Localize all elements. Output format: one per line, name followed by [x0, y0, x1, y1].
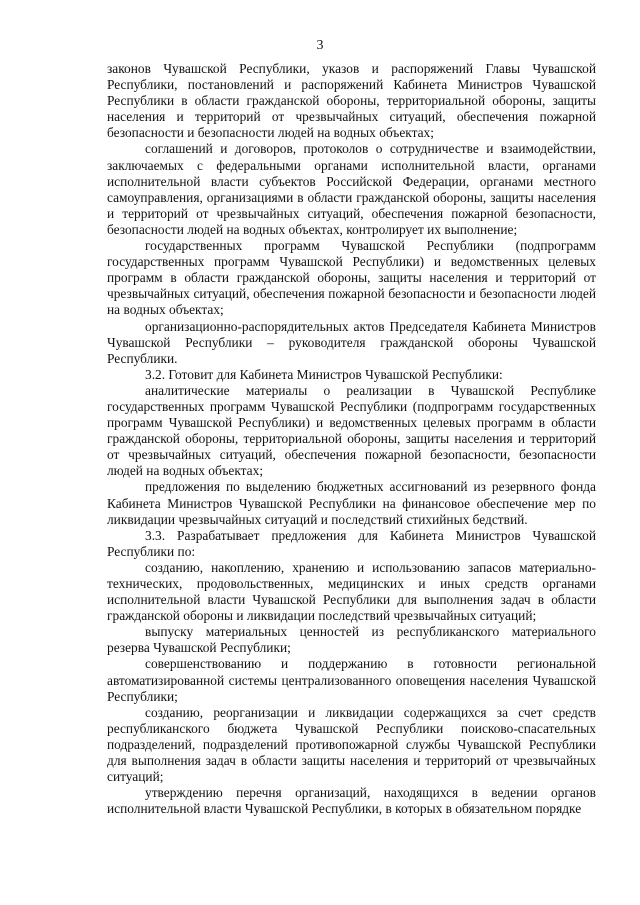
paragraph: предложения по выделению бюджетных ассигнований из резервного фонда Кабинета Министров Чувашской Республики на финансовое обеспечение мер по ликвидации чрезвычайных ситуаций и последствий стихийных бедствий. [107, 479, 596, 527]
paragraph: аналитические материалы о реализации в Чувашской Республике государственных программ Чувашской Республики (подпрограмм государственных программ Чувашской Республики) и ведомственных целевых программ в области гражданской обороны, территориальной обороны, защиты населения и территорий от чрезвычайных ситуаций, обеспечения пожарной безопасности, безопасности людей на водных объектах; [107, 382, 596, 479]
paragraph: соглашений и договоров, протоколов о сотрудничестве и взаимодействии, заключаемых с федеральными органами исполнительной власти, органами исполнительной власти субъектов Российской Федерации, органами местного самоуправления, организациями в области гражданской обороны, защиты населения и территорий от чрезвычайных ситуаций, обеспечения пожарной безопасности, безопасности людей на водных объектах, контролирует их выполнение; [107, 141, 596, 237]
paragraph: выпуску материальных ценностей из республиканского материального резерва Чувашской Республики; [107, 624, 596, 656]
paragraph: утверждению перечня организаций, находящихся в ведении органов исполнительной власти Чувашской Республики, в которых в обязательном порядке [107, 785, 596, 817]
paragraph: совершенствованию и поддержанию в готовности региональной автоматизированной системы централизованного оповещения населения Чувашской Республики; [107, 656, 596, 704]
section-heading: 3.3. Разрабатывает предложения для Кабинета Министров Чувашской Республики по: [107, 527, 596, 559]
paragraph: созданию, реорганизации и ликвидации содержащихся за счет средств республиканского бюджета Чувашской Республики поисково-спасательных подразделений, подразделений противопожарной службы Чувашской Республики для выполнения задач в области защиты населения и территорий от чрезвычайных ситуаций; [107, 704, 596, 785]
paragraph: государственных программ Чувашской Республики (подпрограмм государственных программ Чувашской Республики) и ведомственных целевых программ в области гражданской обороны, защиты населения и территорий от чрезвычайных ситуаций, обеспечения пожарной безопасности и безопасности людей на водных объектах; [107, 238, 596, 318]
section-heading: 3.2. Готовит для Кабинета Министров Чувашской Республики: [145, 366, 503, 382]
document-body [107, 61, 596, 817]
paragraph: организационно-распорядительных актов Председателя Кабинета Министров Чувашской Республики – руководителя гражданской обороны Чувашской Республики. [107, 318, 596, 366]
paragraph: созданию, накоплению, хранению и использованию запасов материально-технических, продовольственных, медицинских и иных средств органами исполнительной власти Чувашской Республики для выполнения задач в области гражданской обороны и ликвидации последствий чрезвычайных ситуаций; [107, 559, 596, 624]
page-number: 3 [316, 38, 324, 53]
paragraph: законов Чувашской Республики, указов и распоряжений Главы Чувашской Республики, постановлений и распоряжений Кабинета Министров Чувашской Республики в области гражданской обороны, территориальной обороны, защиты населения и территорий от чрезвычайных ситуаций, обеспечения пожарной безопасности и безопасности людей на водных объектах; [107, 61, 596, 141]
